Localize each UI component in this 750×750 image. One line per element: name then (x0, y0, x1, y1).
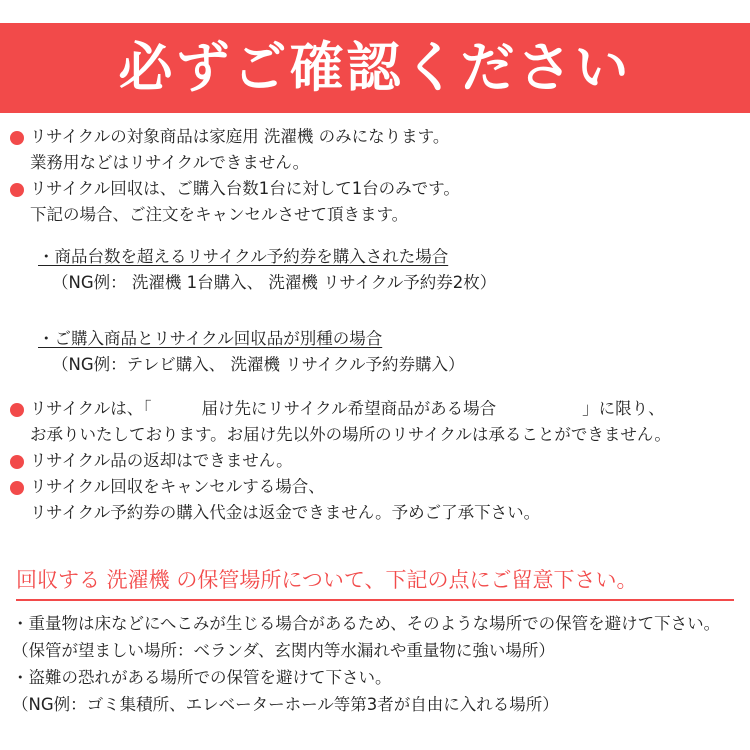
case-title: ・商品台数を超えるリサイクル予約券を購入された場合 (38, 247, 449, 266)
note-text: リサイクル回収をキャンセルする場合、 (30, 477, 325, 496)
note-text-prefix: リサイクルは、「 (30, 399, 152, 418)
note-text: リサイクル回収は、ご購入台数1台に対して1台のみです。 (30, 179, 460, 198)
red-bullet-icon (10, 131, 24, 145)
cancel-case-quantity (10, 244, 740, 296)
case-title: ・ご購入商品とリサイクル回収品が別種の場合 (38, 329, 383, 348)
cancel-case-type (10, 326, 740, 378)
note-continuation: 下記の場合、ご注文をキャンセルさせて頂きます。 (30, 205, 409, 224)
recycling-notes (10, 124, 740, 526)
storage-notes (12, 610, 742, 718)
notice-banner (0, 23, 750, 113)
case-example: （NG例：テレビ購入、 洗濯機 リサイクル予約券購入） (52, 355, 465, 374)
note-item-one-per-unit (10, 176, 740, 202)
note-continuation: 業務用などはリサイクルできません。 (30, 153, 310, 172)
banner-title: 必ずご確認ください (118, 36, 632, 99)
note-text-suffix: 」に限り、 (582, 399, 665, 418)
red-bullet-icon (10, 455, 24, 469)
note-item-cancel-refund (10, 474, 740, 500)
note-item-delivery-address (10, 396, 740, 422)
note-text: リサイクル品の返却はできません。 (30, 451, 293, 470)
storage-note-line: （NG例：ゴミ集積所、エレベーターホール等第3者が自由に入れる場所） (12, 695, 559, 714)
red-bullet-icon (10, 183, 24, 197)
storage-note-line: ・盗難の恐れがある場所での保管を避けて下さい。 (12, 668, 392, 687)
note-item-target-product (10, 124, 740, 150)
case-example: （NG例： 洗濯機 1台購入、 洗濯機 リサイクル予約券2枚） (52, 273, 497, 292)
storage-note-line: ・重量物は床などにへこみが生じる場合があるため、そのような場所での保管を避けて下さい。 (12, 614, 721, 633)
note-continuation: お承りいたしております。お届け先以外の場所のリサイクルは承ることができません。 (30, 425, 671, 444)
note-continuation: リサイクル予約券の購入代金は返金できません。予めご了承下さい。 (30, 503, 541, 522)
note-item-no-return (10, 448, 740, 474)
storage-note-line: （保管が望ましい場所：ベランダ、玄関内等水漏れや重量物に強い場所） (12, 641, 555, 660)
note-text-middle: 届け先にリサイクル希望商品がある場合 (201, 399, 497, 418)
note-text: リサイクルの対象商品は家庭用 洗濯機 のみになります。 (30, 127, 450, 146)
red-bullet-icon (10, 403, 24, 417)
red-bullet-icon (10, 481, 24, 495)
storage-heading: 回収する 洗濯機 の保管場所について、下記の点にご留意下さい。 (16, 563, 734, 601)
